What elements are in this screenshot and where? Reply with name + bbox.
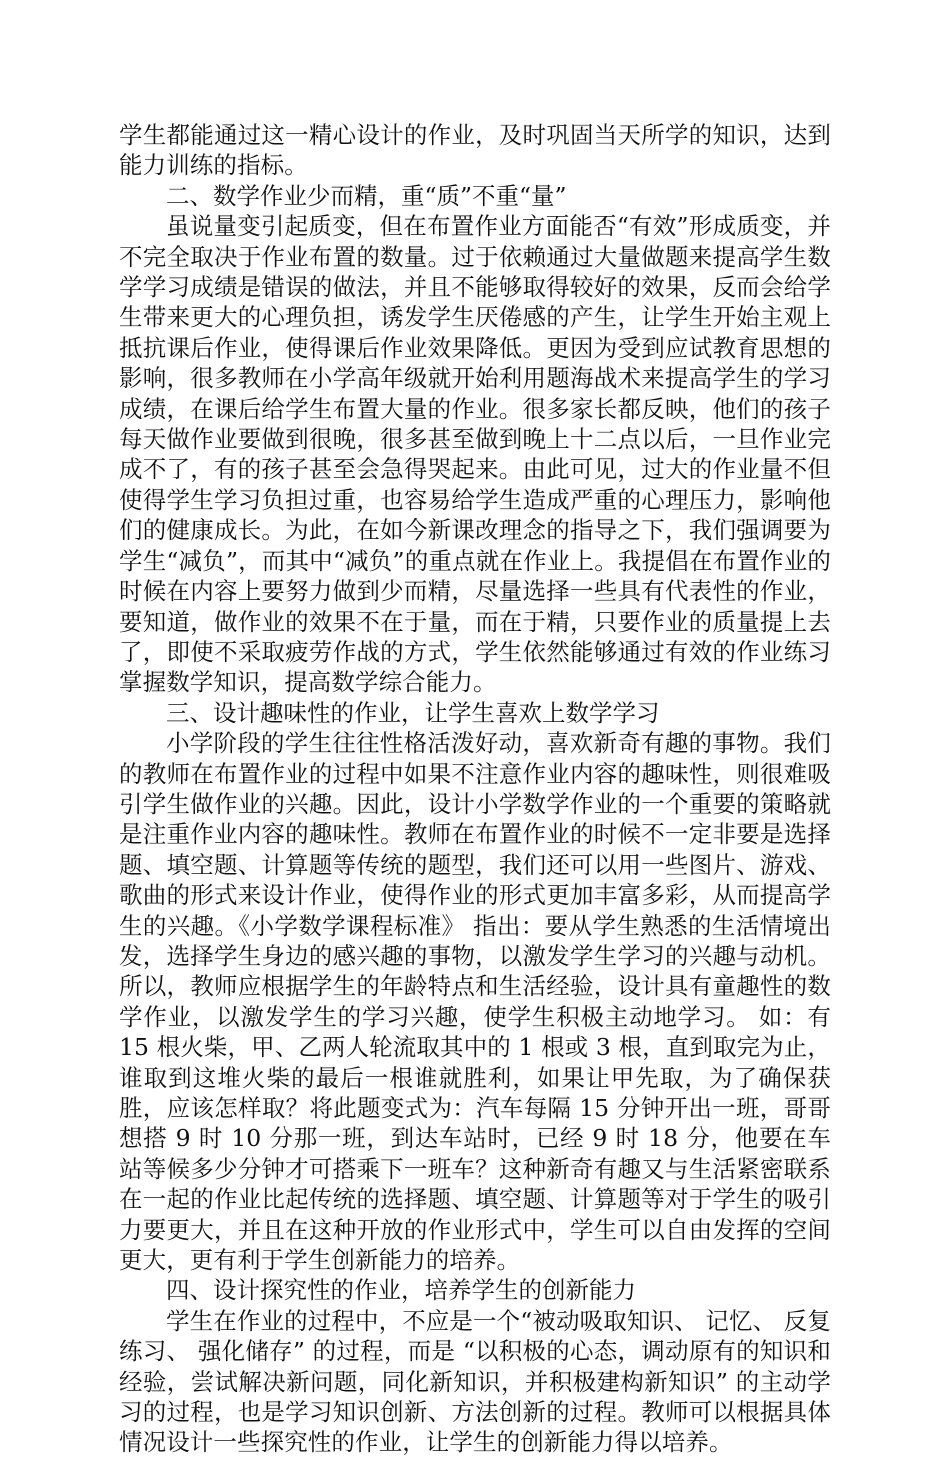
body-paragraph-3: 小学阶段的学生往往性格活泼好动，喜欢新奇有趣的事物。我们的教师在布置作业的过程中如果不注意作业内容的趣味性，则很难吸引学生做作业的兴趣。因此，设计小学数学作业的一个重要的策略就是注重作业内容的趣味性。教师在布置作业的时候不一定非要是选择题、填空题、计算题等传统的题型，我们还可以用一些图片、游戏、歌曲的形式来设计作业，使得作业的形式更加丰富多彩，从而提高学生的兴趣。《小学数学课程标准》 指出：要从学生熟悉的生活情境出发，选择学生身边的感兴趣的事物，以激发学生学习的兴趣与动机。所以，教师应根据学生的年龄特点和生活经验，设计具有童趣性的数学作业，以激发学生的学习兴趣，使学生积极主动地学习。 如：有 15 根火柴，甲、乙两人轮流取其中的 1 根或 3 根，直到取完为止，谁取到这堆火柴的最后一根谁就胜利，如果让甲先取，为了确保获胜，应该怎样取？将此题变式为：汽车每隔 15 分钟开出一班，哥哥想搭 9 时 10 分那一班，到达车站时，已经 9 时 18 分，他要在车站等候多少分钟才可搭乘下一班车？这种新奇有趣又与生活紧密联系在一起的作业比起传统的选择题、填空题、计算题等对于学生的吸引力要更大，并且在这种开放的作业形式中，学生可以自由发挥的空间更大，更有利于学生创新能力的培养。 (119, 729, 831, 1275)
section-heading-3: 三、设计趣味性的作业，让学生喜欢上数学学习 (166, 698, 660, 727)
body-paragraph-4: 学生在作业的过程中，不应是一个“被动吸取知识、 记忆、 反复练习、 强化储存” 的过程，而是 “以积极的心态，调动原有的知识和经验，尝试解决新问题，同化新知识，并积极建构新知识” 的主动学习的过程，也是学习知识创新、方法创新的过程。教师可以根据具体情况设计一些探究性的作业，让学生的创新能力得以培养。 (119, 1306, 831, 1457)
section-heading-2: 二、数学作业少而精，重“质”不重“量” (166, 181, 567, 210)
body-paragraph-2: 虽说量变引起质变，但在布置作业方面能否“有效”形成质变，并不完全取决于作业布置的数量。过于依赖通过大量做题来提高学生数学学习成绩是错误的做法，并且不能够取得较好的效果，反而会给学生带来更大的心理负担，诱发学生厌倦感的产生，让学生开始主观上抵抗课后作业，使得课后作业效果降低。更因为受到应试教育思想的影响，很多教师在小学高年级就开始利用题海战术来提高学生的学习成绩，在课后给学生布置大量的作业。很多家长都反映，他们的孩子每天做作业要做到很晚，很多甚至做到晚上十二点以后，一旦作业完成不了，有的孩子甚至会急得哭起来。由此可见，过大的作业量不但使得学生学习负担过重，也容易给学生造成严重的心理压力，影响他们的健康成长。为此，在如今新课改理念的指导之下，我们强调要为学生“减负”，而其中“减负”的重点就在作业上。我提倡在布置作业的时候在内容上要努力做到少而精，尽量选择一些具有代表性的作业，要知道，做作业的效果不在于量，而在于精，只要作业的质量提上去了，即使不采取疲劳作战的方式，学生依然能够通过有效的作业练习掌握数学知识，提高数学综合能力。 (119, 212, 831, 697)
section-heading-4: 四、设计探究性的作业，培养学生的创新能力 (166, 1276, 636, 1305)
continuation-paragraph: 学生都能通过这一精心设计的作业，及时巩固当天所学的知识，达到能力训练的指标。 (119, 121, 831, 180)
document-page (119, 120, 831, 1458)
